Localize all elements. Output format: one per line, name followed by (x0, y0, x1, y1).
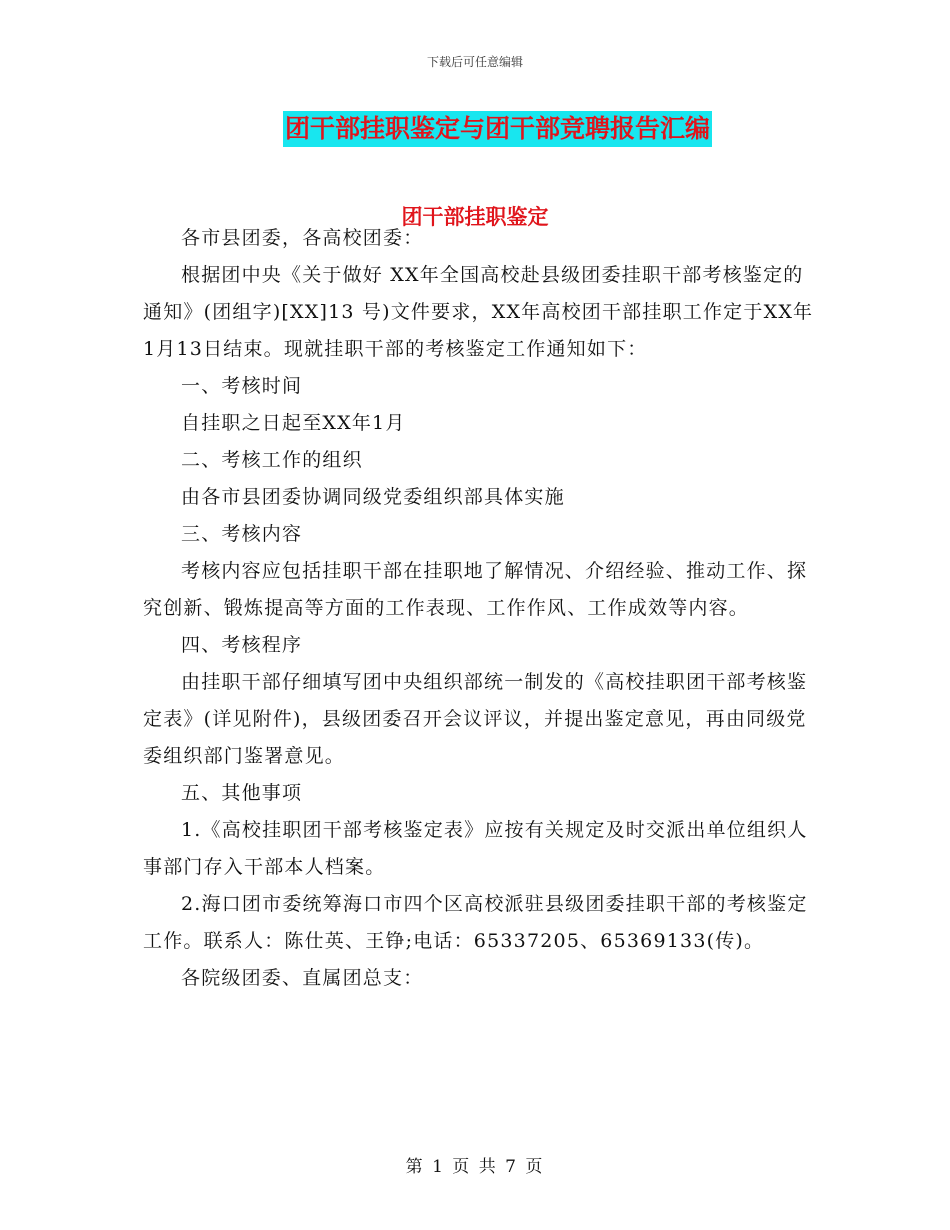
paragraph-intro: 根据团中央《关于做好 XX年全国高校赴县级团委挂职干部考核鉴定的通知》(团组字)[XX]13 号)文件要求，XX年高校团干部挂职工作定于XX年1月13日结束。现就挂职干部的考核鉴定工作通知如下： (143, 264, 814, 360)
paragraph-assessment-procedure: 由挂职干部仔细填写团中央组织部统一制发的《高校挂职团干部考核鉴定表》(详见附件)，县级团委召开会议评议，并提出鉴定意见，再由同级党委组织部门鉴署意见。 (143, 671, 808, 767)
heading-assessment-content: 三、考核内容 (181, 523, 303, 545)
page-footer: 第 1 页 共 7 页 (405, 1157, 545, 1177)
section-title: 团干部挂职鉴定 (401, 205, 549, 229)
paragraph-salutation: 各市县团委，各高校团委： (181, 227, 424, 249)
document-body (143, 220, 823, 997)
header-note: 下载后可任意编辑 (426, 55, 523, 69)
paragraph-assessment-time: 自挂职之日起至XX年1月 (181, 412, 406, 434)
heading-assessment-time: 一、考核时间 (181, 375, 303, 397)
document-title: 团干部挂职鉴定与团干部竞聘报告汇编 (283, 111, 712, 147)
heading-assessment-organization: 二、考核工作的组织 (181, 449, 363, 471)
paragraph-addressees: 各院级团委、直属团总支： (181, 967, 424, 989)
document-title-container (0, 111, 950, 147)
heading-other-matters: 五、其他事项 (181, 782, 303, 804)
paragraph-other-matters-2: 2.海口团市委统筹海口市四个区高校派驻县级团委挂职干部的考核鉴定工作。联系人：陈仕英、王铮;电话：65337205、65369133(传)。 (143, 893, 808, 952)
heading-assessment-procedure: 四、考核程序 (181, 634, 303, 656)
paragraph-other-matters-1: 1.《高校挂职团干部考核鉴定表》应按有关规定及时交派出单位组织人事部门存入干部本人档案。 (143, 819, 808, 878)
paragraph-assessment-content: 考核内容应包括挂职干部在挂职地了解情况、介绍经验、推动工作、探究创新、锻炼提高等方面的工作表现、工作作风、工作成效等内容。 (143, 560, 808, 619)
paragraph-assessment-organization: 由各市县团委协调同级党委组织部具体实施 (181, 486, 565, 508)
